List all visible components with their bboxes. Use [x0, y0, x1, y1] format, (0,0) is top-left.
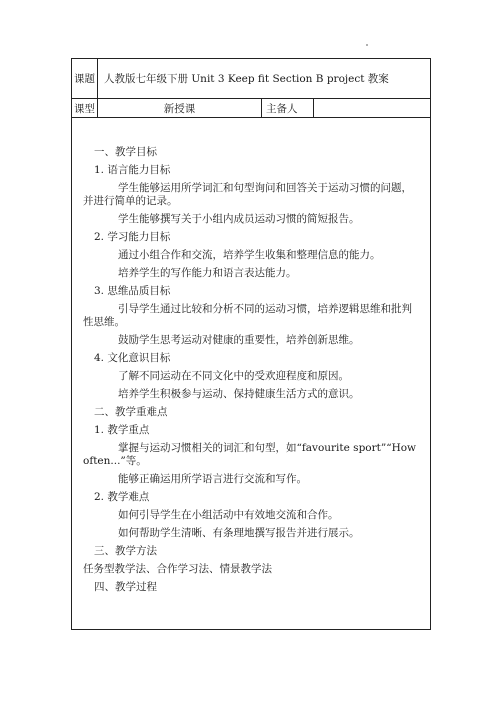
scan-speck — [366, 44, 368, 46]
course-label: 课题 — [72, 59, 98, 99]
paragraph: 培养学生的写作能力和语言表达能力。 — [118, 267, 297, 279]
section-heading: 三、教学方法 — [94, 545, 157, 557]
teacher-value — [314, 99, 431, 118]
paragraph: 如何帮助学生清晰、有条理地撰写报告并进行展示。 — [118, 527, 360, 539]
paragraph: 了解不同运动在不同文化中的受欢迎程度和原因。 — [118, 370, 349, 382]
paragraph: 引导学生通过比较和分析不同的运动习惯，培养逻辑思维和批判性思维。 — [83, 303, 412, 328]
subsection-heading: 1. 教学重点 — [94, 424, 150, 436]
subsection-heading: 4. 文化意识目标 — [94, 352, 171, 364]
subsection-heading: 3. 思维品质目标 — [94, 285, 171, 297]
type-value: 新授课 — [98, 99, 262, 118]
section-heading: 二、教学重难点 — [94, 406, 168, 418]
paragraph: 学生能够撰写关于小组内成员运动习惯的简短报告。 — [118, 213, 360, 225]
subsection-heading: 2. 学习能力目标 — [94, 231, 171, 243]
paragraph: 任务型教学法、合作学习法、情景教学法 — [83, 563, 272, 575]
subsection-heading: 1. 语言能力目标 — [94, 164, 171, 176]
teacher-label: 主备人 — [262, 99, 314, 118]
lesson-plan-table — [71, 58, 431, 630]
section-heading: 四、教学过程 — [94, 581, 157, 593]
paragraph: 鼓励学生思考运动对健康的重要性，培养创新思维。 — [118, 334, 360, 346]
type-label: 课型 — [72, 99, 98, 118]
type-row — [72, 99, 431, 118]
section-heading: 一、教学目标 — [94, 146, 157, 158]
course-title: 人教版七年级下册 Unit 3 Keep fit Section B project 教案 — [98, 59, 431, 99]
paragraph: 学生能够运用所学词汇和句型询问和回答关于运动习惯的问题，并进行简单的记录。 — [83, 182, 412, 207]
content-row — [72, 118, 431, 630]
paragraph: 如何引导学生在小组活动中有效地交流和合作。 — [118, 509, 339, 521]
course-row — [72, 59, 431, 99]
paragraph: 培养学生积极参与运动、保持健康生活方式的意识。 — [118, 388, 360, 400]
content-cell — [72, 118, 431, 630]
paragraph: 掌握与运动习惯相关的词汇和句型，如“favourite sport”“How often...”等。 — [83, 442, 417, 467]
paragraph: 通过小组合作和交流，培养学生收集和整理信息的能力。 — [118, 249, 381, 261]
subsection-heading: 2. 教学难点 — [94, 491, 150, 503]
paragraph: 能够正确运用所学语言进行交流和写作。 — [118, 473, 307, 485]
